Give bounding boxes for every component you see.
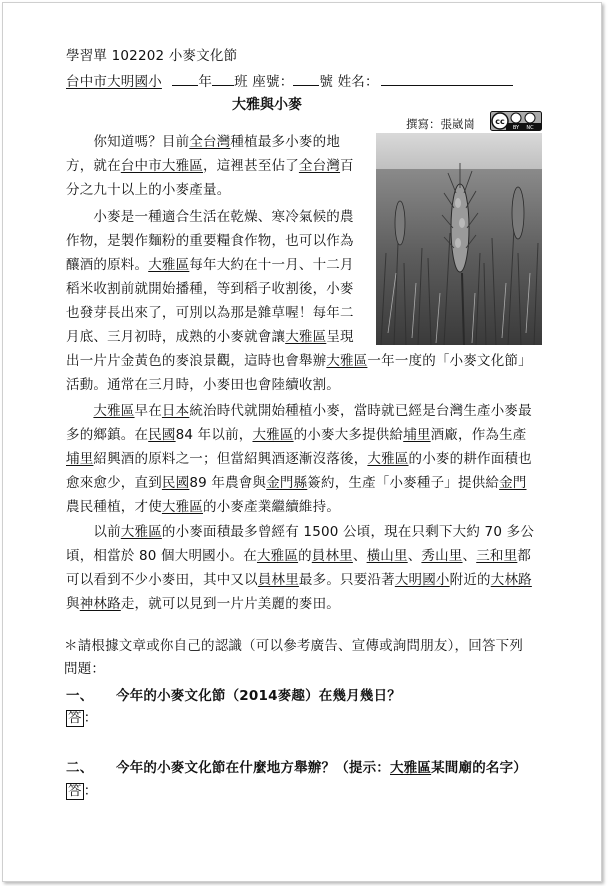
text-run: 釀酒的原料。 bbox=[66, 257, 149, 273]
underlined-term: 民國 bbox=[161, 475, 190, 491]
text-run: 小麥是一種適合生活在乾燥、寒冷氣候的農 bbox=[66, 209, 354, 225]
answer-colon-1: ： bbox=[83, 710, 98, 726]
underlined-term: 三和里 bbox=[476, 548, 518, 564]
question-2-answer[interactable] bbox=[66, 779, 97, 800]
underlined-term: 大雅區 bbox=[256, 548, 299, 564]
underlined-term: 大林路 bbox=[490, 572, 532, 588]
underlined-term: 員林里 bbox=[311, 548, 353, 564]
text-run: 89 年農會與 bbox=[189, 475, 267, 491]
text-run: 可以看到不少小麥田，其中又以 bbox=[66, 572, 258, 588]
underlined-term: 大雅區 bbox=[285, 329, 327, 345]
wheat-field-photo bbox=[376, 133, 542, 345]
text-run: 、 bbox=[462, 548, 477, 564]
svg-text:BY: BY bbox=[512, 125, 520, 131]
text-run: 你知道嗎？目前 bbox=[66, 134, 190, 150]
text-run: 走，就可以見到一片片美麗的麥田。 bbox=[120, 596, 341, 612]
article-line bbox=[66, 399, 532, 419]
school-name: 台中市大明國小 bbox=[66, 74, 162, 90]
underlined-term: 金門 bbox=[499, 475, 527, 491]
text-run: 的 bbox=[298, 548, 312, 564]
article-line bbox=[66, 520, 534, 540]
article-line bbox=[66, 229, 354, 249]
underlined-term: 大雅區 bbox=[93, 403, 135, 419]
svg-text:cc: cc bbox=[495, 117, 505, 126]
text-run: 與 bbox=[66, 596, 80, 612]
article-line bbox=[66, 423, 527, 443]
text-run: 也發芽長出來了，可別以為那是雜草喔！每年二 bbox=[66, 305, 354, 321]
text-run: 的小麥產業繼續維持。 bbox=[203, 499, 341, 515]
underlined-term: 秀山里 bbox=[421, 548, 463, 564]
underlined-term: 金門縣 bbox=[266, 475, 308, 491]
answer-colon-2: ： bbox=[83, 783, 98, 799]
underlined-term: 民國 bbox=[148, 427, 176, 443]
text-run: 今年的小麥文化節在什麼地方舉辦？（提示： bbox=[116, 760, 390, 776]
answer-label-1: 答 bbox=[68, 710, 82, 726]
article-title: 大雅與小麥 bbox=[232, 97, 302, 113]
author-credit: 撰寫：張崴崗 bbox=[406, 117, 475, 131]
article-line bbox=[66, 471, 527, 491]
student-info-line bbox=[66, 70, 513, 90]
article-line bbox=[66, 447, 532, 467]
article-line bbox=[66, 205, 354, 225]
underlined-term: 大雅區 bbox=[148, 257, 190, 273]
underlined-term: 橫山里 bbox=[366, 548, 408, 564]
underlined-term: 大雅區 bbox=[326, 353, 368, 369]
article-line bbox=[66, 154, 354, 174]
underlined-term: 大雅區 bbox=[390, 760, 432, 776]
svg-text:NC: NC bbox=[526, 125, 534, 131]
article-line bbox=[66, 592, 340, 612]
year-label: 年 bbox=[198, 74, 213, 90]
text-run: 頃，相當於 80 個大明國小。在 bbox=[66, 548, 257, 564]
answer-label-2: 答 bbox=[68, 783, 82, 799]
text-run: 分之九十以上的小麥產量。 bbox=[66, 182, 231, 198]
text-run: 方，就在 bbox=[66, 158, 121, 174]
article-line bbox=[66, 325, 354, 345]
underlined-term: 大雅區 bbox=[252, 427, 294, 443]
worksheet-title: 學習單 102202 小麥文化節 bbox=[66, 48, 238, 64]
article-line bbox=[66, 178, 230, 198]
text-run: 作物，是製作麵粉的重要糧食作物，也可以作為 bbox=[66, 233, 354, 249]
question-1-answer[interactable] bbox=[66, 706, 97, 727]
text-run: ）在幾月幾日？ bbox=[305, 688, 401, 704]
instructions-line-2: 問題： bbox=[64, 661, 106, 677]
underlined-term: 全台灣 bbox=[189, 134, 231, 150]
underlined-term: 全台灣 bbox=[298, 158, 341, 174]
text-run bbox=[66, 403, 93, 419]
text-run: 84 年以前， bbox=[175, 427, 253, 443]
class-blank[interactable] bbox=[212, 73, 234, 86]
instructions-line-1: ＊請根據文章或你自己的認識（可以參考廣告、宣傳或詢問朋友），回答下列 bbox=[64, 638, 524, 654]
number-name-label: 號 姓名： bbox=[319, 74, 379, 90]
text-run: 附近的 bbox=[449, 572, 491, 588]
text-run: 麥趣 bbox=[277, 688, 306, 704]
class-seat-label: 班 座號： bbox=[234, 74, 294, 90]
text-run: 月底、三月初時，成熟的小麥就會讓 bbox=[66, 329, 286, 345]
article-line bbox=[66, 301, 354, 321]
text-run: 農民種植，才使 bbox=[66, 499, 162, 515]
text-run: 簽約，生產「小麥種子」提供給 bbox=[307, 475, 500, 491]
text-run: 、 bbox=[352, 548, 367, 564]
underlined-term: 埔里 bbox=[403, 427, 431, 443]
seat-blank[interactable] bbox=[293, 73, 319, 86]
article-line bbox=[66, 568, 532, 588]
name-blank[interactable] bbox=[381, 73, 513, 86]
text-run: 統治時代就開始種植小麥，當時就已經是台灣生產小麥最 bbox=[189, 403, 532, 419]
question-2-number: 二、 bbox=[66, 760, 94, 776]
question-1-text bbox=[116, 684, 401, 704]
text-run: 的小麥的耕作面積也 bbox=[408, 451, 532, 467]
text-run: 早在 bbox=[134, 403, 162, 419]
text-run: 、 bbox=[407, 548, 422, 564]
underlined-term: 神林路 bbox=[79, 596, 121, 612]
text-run: 酒廠，作為生產 bbox=[430, 427, 527, 443]
article-line bbox=[66, 130, 340, 150]
text-run: 最多。只要沿著 bbox=[298, 572, 395, 588]
underlined-term: 員林里 bbox=[257, 572, 299, 588]
underlined-term: 大雅區 bbox=[161, 499, 204, 515]
text-run: 百 bbox=[340, 158, 354, 174]
underlined-term: 台中市大雅區 bbox=[120, 158, 204, 174]
underlined-term: 埔里 bbox=[66, 451, 94, 467]
text-run: 活動。通常在三月時，小麥田也會陸續收割。 bbox=[66, 377, 340, 393]
underlined-term: 大雅區 bbox=[367, 451, 409, 467]
underlined-term: 日本 bbox=[161, 403, 190, 419]
text-run: 以前 bbox=[66, 524, 121, 540]
underlined-term: 大明國小 bbox=[394, 572, 450, 588]
article-line bbox=[66, 253, 354, 273]
text-run: ，這裡甚至佔了 bbox=[203, 158, 299, 174]
text-run: 多的鄉鎮。在 bbox=[66, 427, 149, 443]
article-line bbox=[66, 349, 532, 369]
text-run: 一年一度的「小麥文化節」 bbox=[367, 353, 532, 369]
text-run: 呈現 bbox=[326, 329, 354, 345]
cc-by-nc-icon bbox=[490, 111, 542, 131]
text-run: 愈來愈少，直到 bbox=[66, 475, 162, 491]
question-2-text bbox=[116, 756, 527, 776]
question-1-number: 一、 bbox=[66, 688, 94, 704]
text-run: 的小麥面積最多曾經有 1500 公頃，現在只剩下大約 70 多公 bbox=[161, 524, 535, 540]
year-blank[interactable] bbox=[172, 73, 198, 86]
underlined-term: 大雅區 bbox=[120, 524, 162, 540]
text-run: 稻米收割前就開始播種，等到稻子收割後，小麥 bbox=[66, 281, 354, 297]
article-line bbox=[66, 544, 531, 564]
article-line bbox=[66, 373, 340, 393]
text-run: 都 bbox=[517, 548, 532, 564]
text-run: 紹興酒的原料之一；但當紹興酒逐漸沒落後， bbox=[93, 451, 368, 467]
article-line bbox=[66, 277, 354, 297]
article-line bbox=[66, 495, 340, 515]
text-run: 今年的小麥文化節（2014 bbox=[116, 688, 278, 704]
text-run: 某間廟的名字） bbox=[431, 760, 528, 776]
text-run: 出一片片金黃色的麥浪景觀，這時也會舉辦 bbox=[66, 353, 327, 369]
text-run: 種植最多小麥的地 bbox=[230, 134, 341, 150]
text-run: 每年大約在十一月、十二月 bbox=[189, 257, 354, 273]
text-run: 的小麥大多提供給 bbox=[293, 427, 404, 443]
